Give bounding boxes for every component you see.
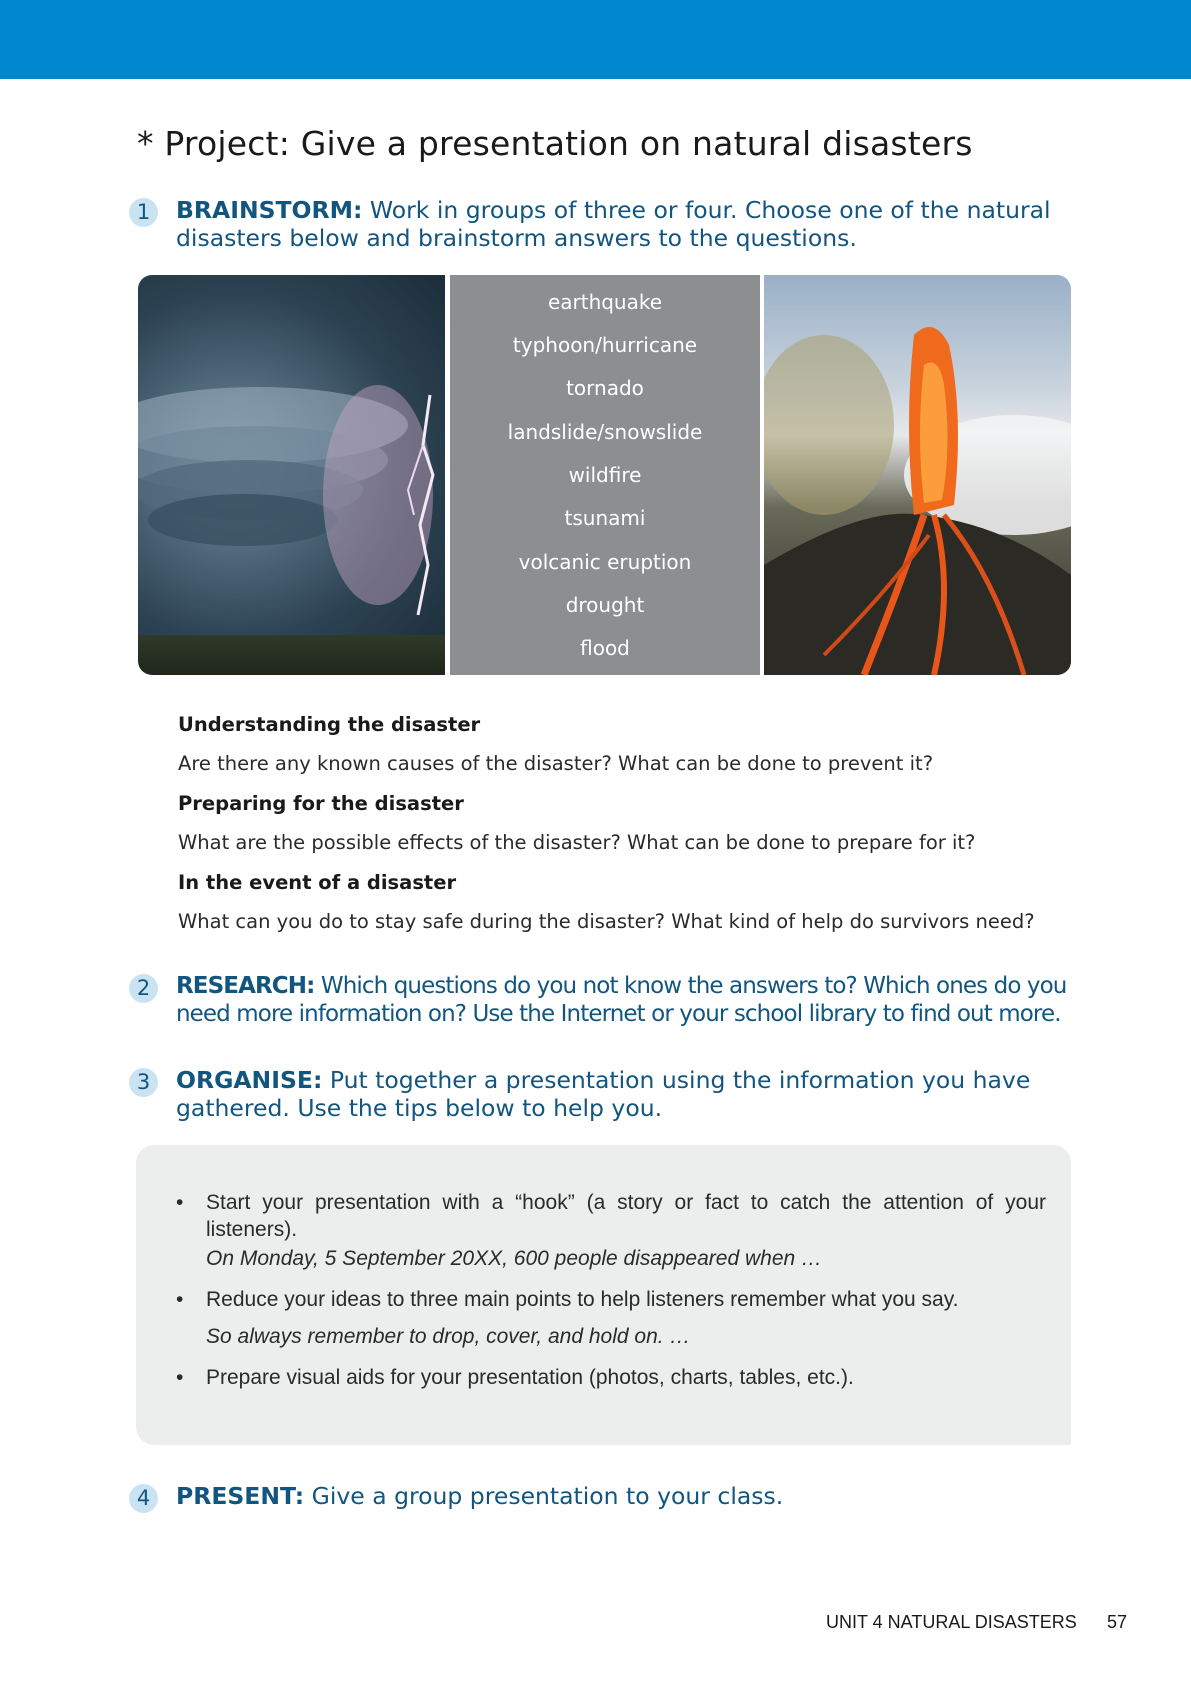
step-number: 2 [129,974,158,1003]
tip-example: So always remember to drop, cover, and hold on. … [206,1325,691,1348]
step-brainstorm [129,196,1069,252]
step-research [129,972,1069,1028]
question-heading: Preparing for the disaster [178,792,464,815]
tip-text: Prepare visual aids for your presentation (photos, charts, tables, etc.). [206,1366,854,1389]
disaster-term: volcanic eruption [518,550,692,574]
disaster-term: typhoon/hurricane [512,333,698,357]
disaster-term: tsunami [564,506,646,530]
disaster-term: landslide/snowslide [507,420,703,444]
disaster-term: tornado [566,376,644,400]
step-instruction: RESEARCH: Which questions do you not know the answers to? Which ones do you need more information on? Use the Internet or your school library to find out more. [176,973,1067,1027]
step-instruction: BRAINSTORM: Work in groups of three or four. Choose one of the natural disasters below and brainstorm answers to the questions. [176,196,1051,252]
tip-example: On Monday, 5 September 20XX, 600 people disappeared when … [206,1247,823,1270]
bullet-icon: • [176,1366,184,1389]
storm-photo [138,275,445,675]
bullet-icon: • [176,1288,184,1311]
step-instruction: ORGANISE: Put together a presentation using the information you have gathered. Use the tips below to help you. [176,1066,1031,1122]
step-organise [129,1066,1069,1122]
volcanic-eruption-image [764,275,1071,675]
tip-text: Start your presentation with a “hook” (a story or fact to catch the attention of your listeners). [206,1191,1046,1241]
disaster-list [450,275,760,675]
tip-item [176,1364,1046,1391]
step-number: 1 [129,198,158,227]
footer-unit-label: UNIT 4 NATURAL DISASTERS [826,1612,1077,1632]
bullet-icon: • [176,1191,184,1214]
page-number: 57 [1107,1612,1128,1632]
tip-text: Reduce your ideas to three main points to help listeners remember what you say. [206,1288,959,1311]
supercell-storm-image [138,275,445,675]
question-text: Are there any known causes of the disaster? What can be done to prevent it? [178,752,934,775]
question-text: What can you do to stay safe during the disaster? What kind of help do survivors need? [178,910,1035,933]
question-heading: Understanding the disaster [178,713,481,736]
disaster-photo-row [138,275,1071,675]
step-instruction: PRESENT: Give a group presentation to your class. [176,1482,784,1510]
disaster-term: flood [580,636,630,660]
step-present [129,1482,1069,1510]
presentation-tips [136,1145,1071,1445]
header-band [0,0,1191,79]
disaster-term: earthquake [547,290,663,314]
brainstorm-questions [178,710,1078,947]
volcano-photo [764,275,1071,675]
tip-item [176,1286,1046,1313]
question-text: What are the possible effects of the disaster? What can be done to prepare for it? [178,831,976,854]
tip-item [176,1189,1046,1243]
disaster-term: wildfire [568,463,642,487]
question-heading: In the event of a disaster [178,871,457,894]
step-number: 4 [129,1484,158,1513]
step-number: 3 [129,1068,158,1097]
page-title: * Project: Give a presentation on natural disasters [137,124,973,163]
disaster-term: drought [565,593,645,617]
